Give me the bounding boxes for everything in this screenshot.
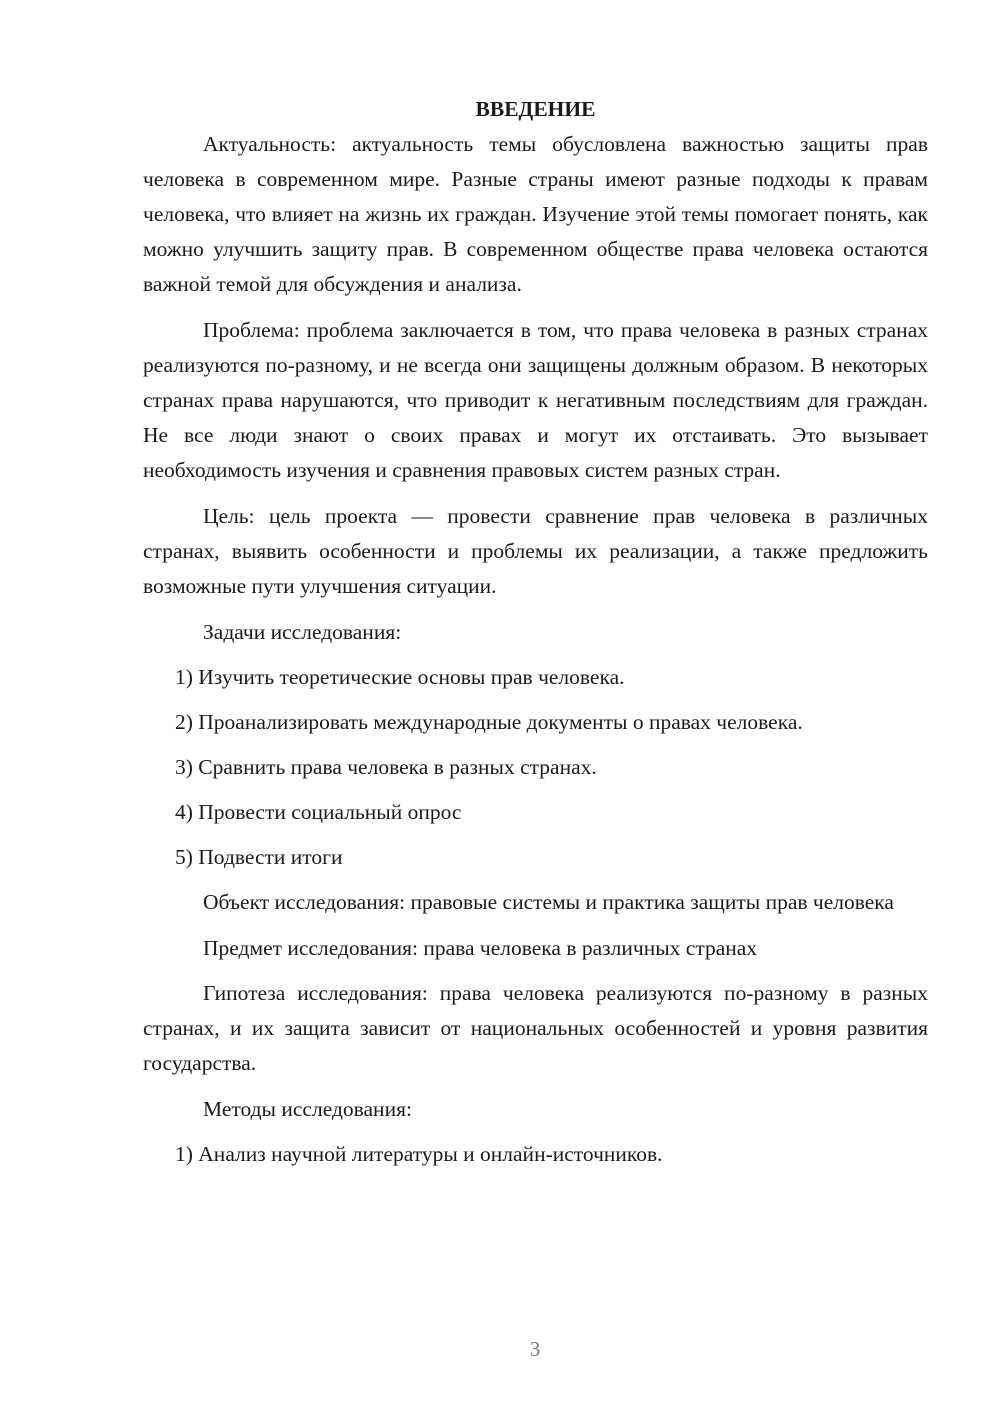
- paragraph-subject: Предмет исследования: права человека в различных странах: [203, 936, 758, 960]
- task-item-3: 3) Сравнить права человека в разных странах.: [175, 755, 597, 779]
- paragraph-relevance: Актуальность: актуальность темы обусловлена важностью защиты прав человека в современном мире. Разные страны имеют разные подходы к правам человека, что влияет на жизнь их граждан. Изучение этой темы помогает понять, как можно улучшить защиту прав. В современном обществе права человека остаются важной темой для обсуждения и анализа.: [143, 132, 928, 296]
- task-item-2: 2) Проанализировать международные документы о правах человека.: [175, 710, 803, 734]
- tasks-heading: Задачи исследования:: [203, 620, 402, 644]
- paragraph-goal: Цель: цель проекта — провести сравнение прав человека в различных странах, выявить особенности и проблемы их реализации, а также предложить возможные пути улучшения ситуации.: [143, 504, 928, 598]
- document-page: [143, 92, 928, 1182]
- section-title: ВВЕДЕНИЕ: [475, 97, 596, 121]
- page-number: 3: [529, 1337, 541, 1361]
- task-item-5: 5) Подвести итоги: [175, 845, 343, 869]
- task-item-1: 1) Изучить теоретические основы прав человека.: [175, 665, 625, 689]
- paragraph-problem: Проблема: проблема заключается в том, что права человека в разных странах реализуются по-разному, и не всегда они защищены должным образом. В некоторых странах права нарушаются, что приводит к негативным последствиям для граждан. Не все люди знают о своих правах и могут их отстаивать. Это вызывает необходимость изучения и сравнения правовых систем разных стран.: [143, 318, 928, 482]
- method-item-1: 1) Анализ научной литературы и онлайн-источников.: [175, 1142, 663, 1166]
- paragraph-object: Объект исследования: правовые системы и практика защиты прав человека: [203, 890, 894, 914]
- methods-heading: Методы исследования:: [203, 1097, 412, 1121]
- task-item-4: 4) Провести социальный опрос: [175, 800, 462, 824]
- paragraph-hypothesis: Гипотеза исследования: права человека реализуются по-разному в разных странах, и их защита зависит от национальных особенностей и уровня развития государства.: [143, 981, 928, 1075]
